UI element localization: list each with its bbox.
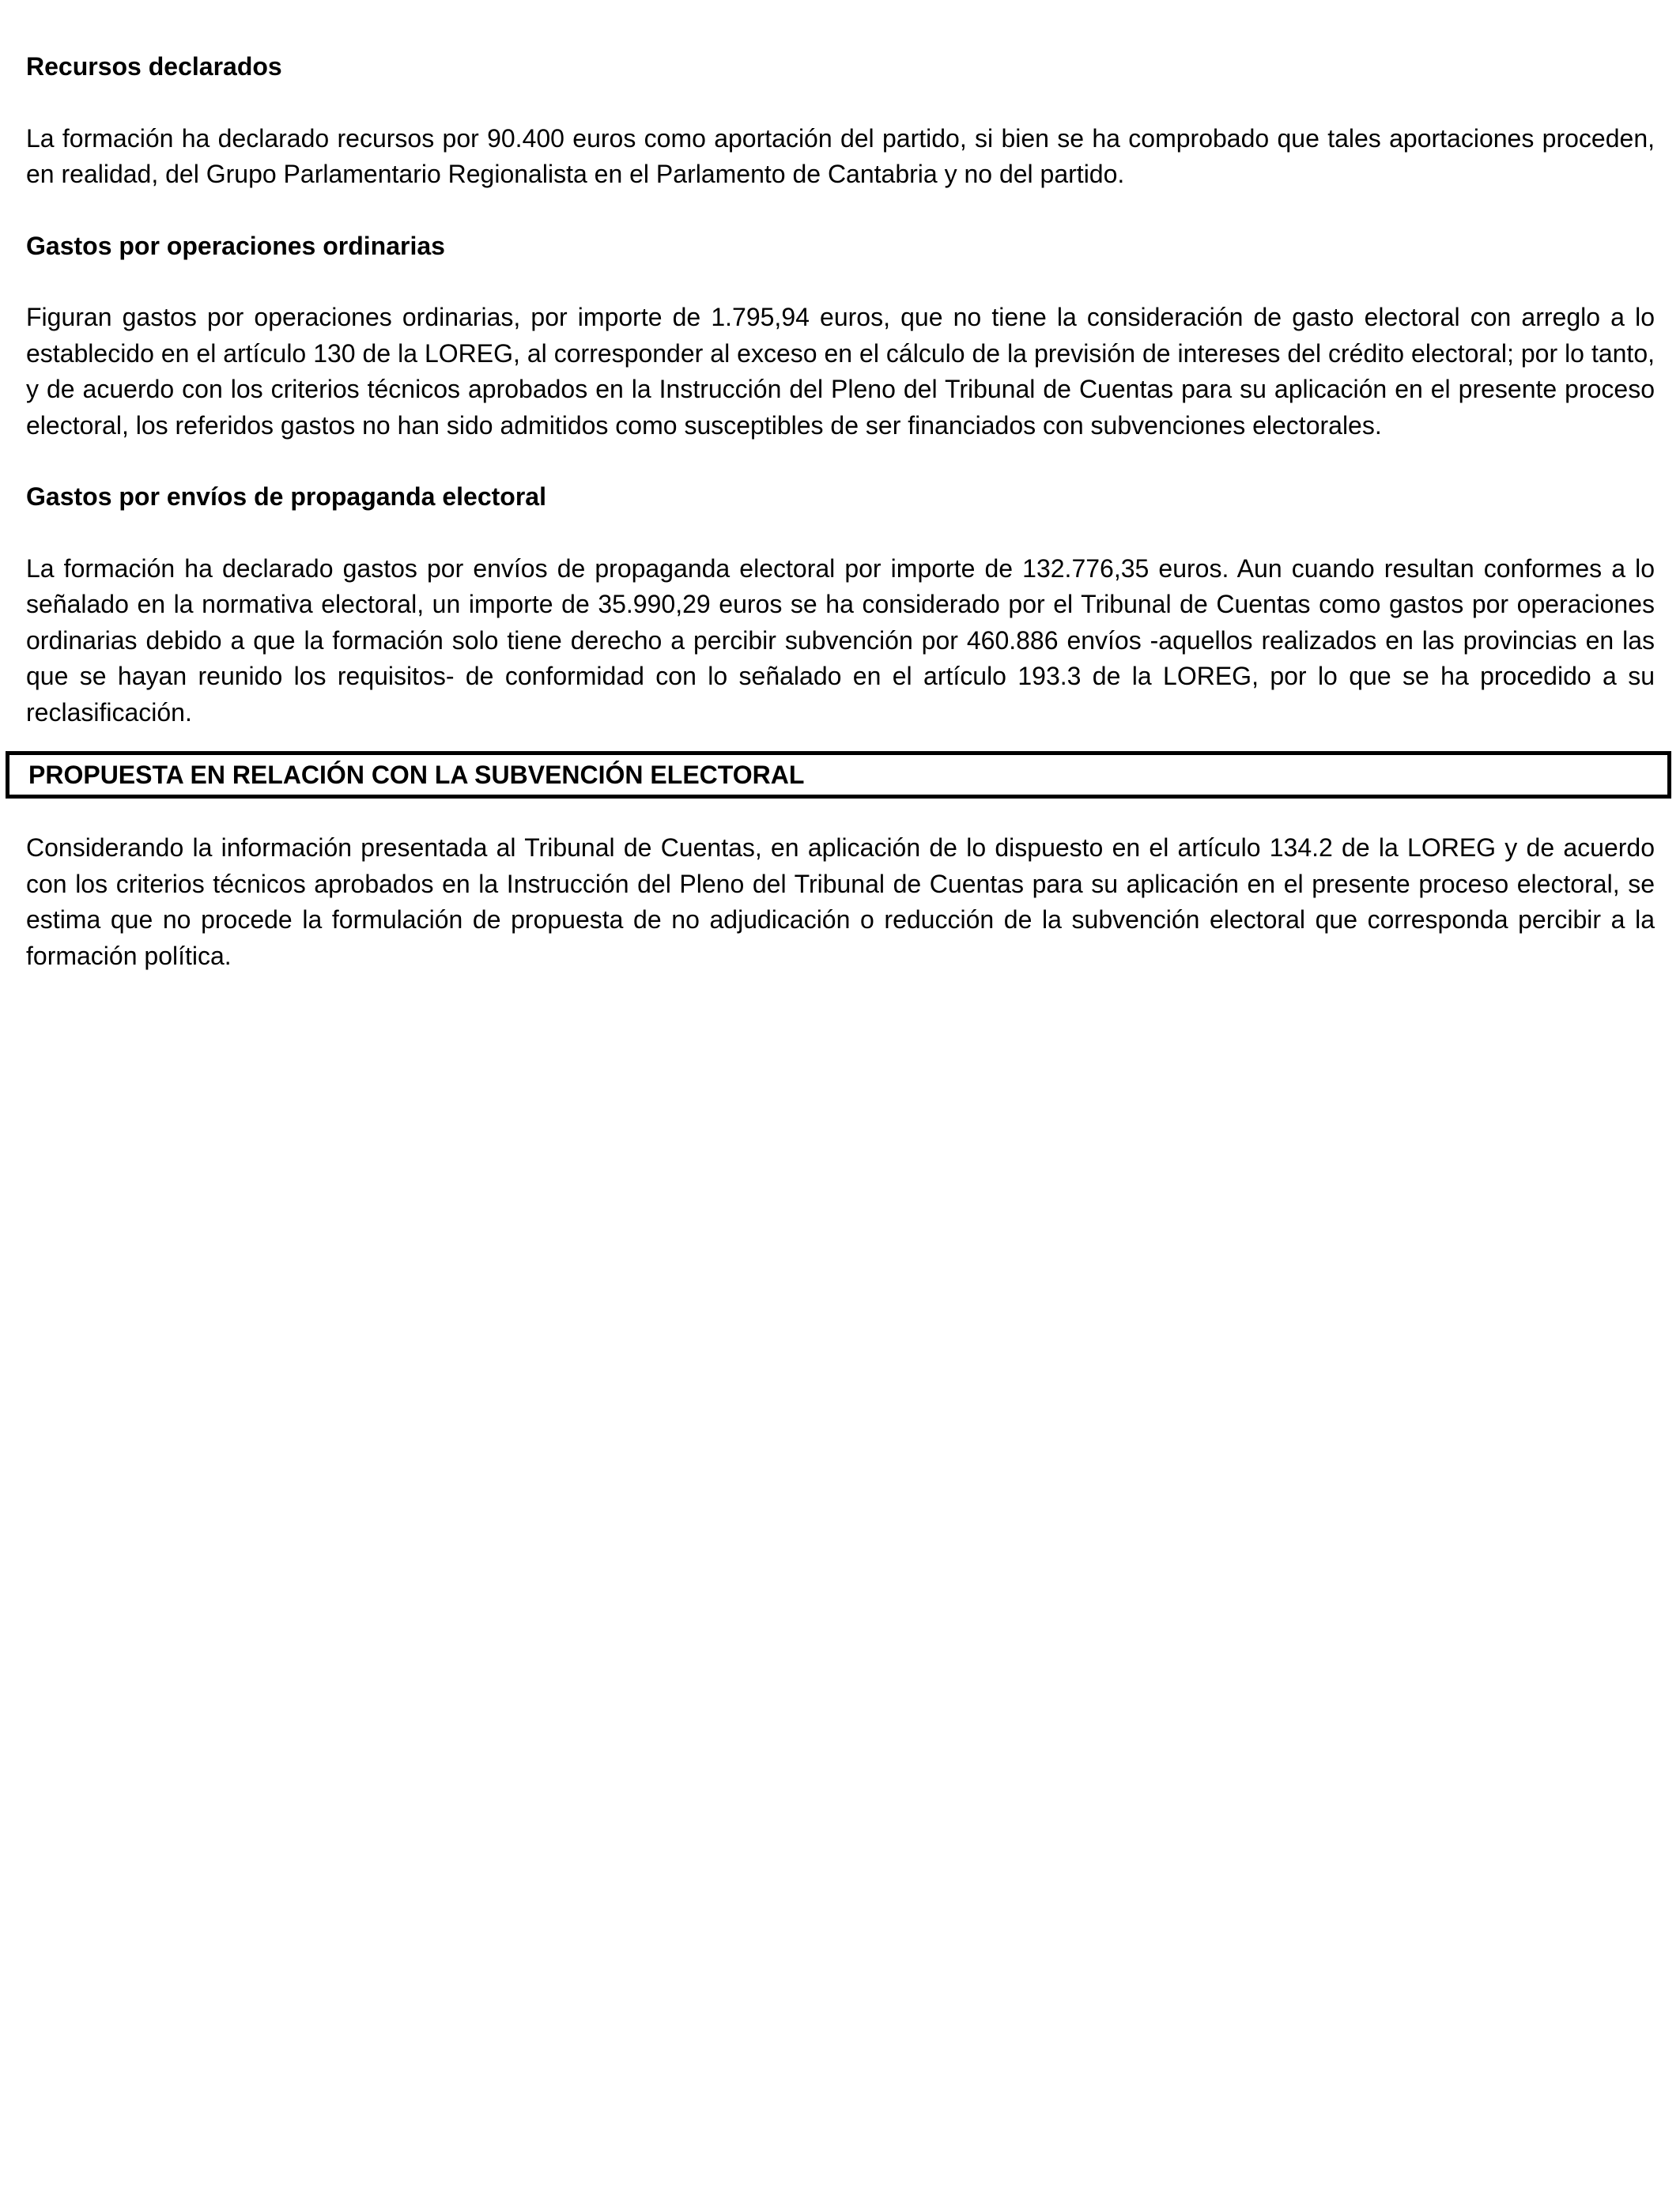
paragraph-propuesta: Considerando la información presentada al Tribunal de Cuentas, en aplicación de lo dispuesto en el artículo 134.2 de la LOREG y de acuerdo con los criterios técnicos aprobados en la Instrucción del Pleno del Tribunal de Cuentas para su aplicación en el presente proceso electoral, se estima que no procede la formulación de propuesta de no adjudicación o reducción de la subvención electoral que corresponda percibir a la formación política. <box>26 833 1655 970</box>
paragraph-gastos-envios-propaganda: La formación ha declarado gastos por envíos de propaganda electoral por importe de 132.776,35 euros. Aun cuando resultan conformes a lo señalado en la normativa electoral, un importe de 35.990,29 euros se ha considerado por el Tribunal de Cuentas como gastos por operaciones ordinarias debido a que la formación solo tiene derecho a percibir subvención por 460.886 envíos -aquellos realizados en las provincias en las que se hayan reunido los requisitos- de conformidad con lo señalado en el artículo 193.3 de la LOREG, por lo que se ha procedido a su reclasificación. <box>26 553 1655 727</box>
document-body <box>26 49 1655 1010</box>
paragraph-recursos-declarados: La formación ha declarado recursos por 90.400 euros como aportación del partido, si bien se ha comprobado que tales aportaciones proceden, en realidad, del Grupo Parlamentario Regionalista en el Parlamento de Cantabria y no del partido. <box>26 123 1655 188</box>
heading-gastos-envios-propaganda: Gastos por envíos de propaganda electoral <box>26 482 546 511</box>
heading-recursos-declarados: Recursos declarados <box>26 52 282 81</box>
paragraph-gastos-operaciones-ordinarias: Figuran gastos por operaciones ordinarias, por importe de 1.795,94 euros, que no tiene la consideración de gasto electoral con arreglo a lo establecido en el artículo 130 de la LOREG, al corresponder al exceso en el cálculo de la previsión de intereses del crédito electoral; por lo tanto, y de acuerdo con los criterios técnicos aprobados en la Instrucción del Pleno del Tribunal de Cuentas para su aplicación en el presente proceso electoral, los referidos gastos no han sido admitidos como susceptibles de ser financiados con subvenciones electorales. <box>26 303 1655 440</box>
proposal-heading-box: PROPUESTA EN RELACIÓN CON LA SUBVENCIÓN ELECTORAL <box>6 751 1671 799</box>
heading-gastos-operaciones-ordinarias: Gastos por operaciones ordinarias <box>26 231 445 260</box>
